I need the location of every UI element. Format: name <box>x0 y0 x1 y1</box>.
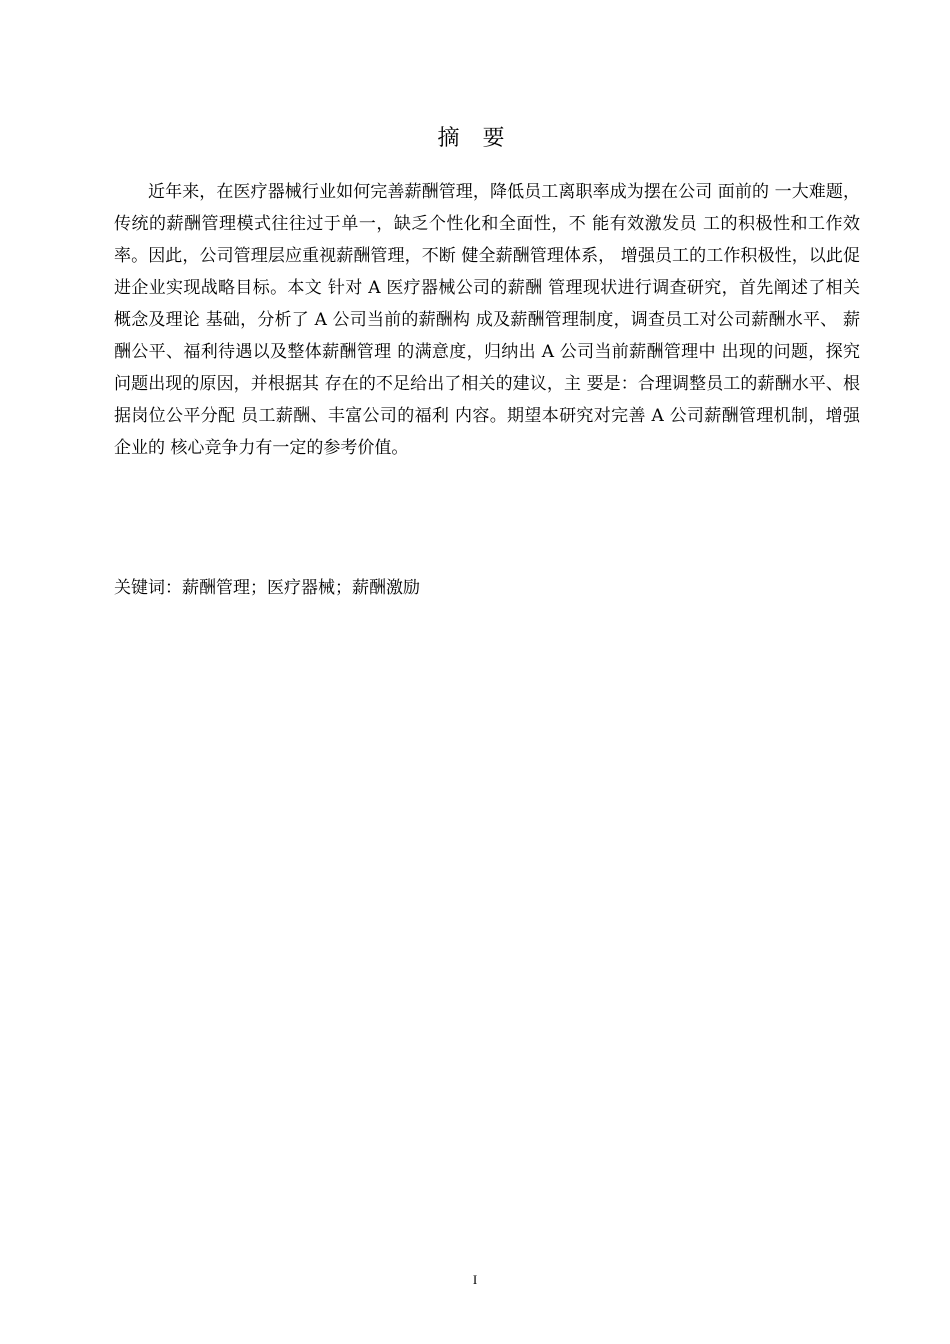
abstract-body: 近年来，在医疗器械行业如何完善薪酬管理，降低员工离职率成为摆在公司 面前的 一大难题，传统的薪酬管理模式往往过于单一，缺乏个性化和全面性，不 能有效激发员 工的积极性和工作效率。因此，公司管理层应重视薪酬管理，不断 健全薪酬管理体系， 增强员工的工作积极性，以此促进企业实现战略目标。本文 针对 A 医疗器械公司的薪酬 管理现状进行调查研究，首先阐述了相关概念及理论 基础，分析了 A 公司当前的薪酬构 成及薪酬管理制度，调查员工对公司薪酬水平、 薪酬公平、福利待遇以及整体薪酬管理 的满意度，归纳出 A 公司当前薪酬管理中 出现的问题，探究问题出现的原因，并根据其 存在的不足给出了相关的建议，主 要是：合理调整员工的薪酬水平、根据岗位公平分配 员工薪酬、丰富公司的福利 内容。期望本研究对完善 A 公司薪酬管理机制，增强企业的 核心竞争力有一定的参考价值。 <box>114 182 860 458</box>
page-title: 摘 要 <box>437 126 513 151</box>
page-number: I <box>472 1272 478 1287</box>
keywords-label: 关键词： <box>114 578 182 598</box>
keywords-text: 薪酬管理；医疗器械；薪酬激励 <box>182 578 420 598</box>
keywords-line <box>114 572 860 604</box>
